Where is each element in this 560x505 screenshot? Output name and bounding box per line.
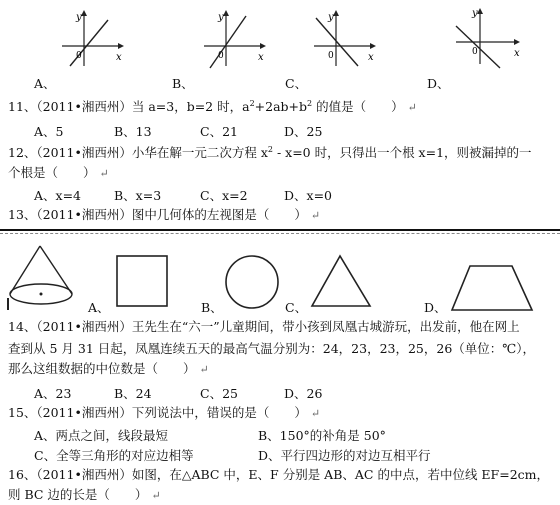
top-option-b: B、 [172,76,194,91]
graph-d-icon [450,6,530,70]
triangle-icon [310,254,374,310]
svg-text:0: 0 [472,47,478,57]
svg-text:x: x [116,52,122,63]
q11-option-b: B、13 [114,124,152,139]
q14-line1: 14、（2011•湘西州）王先生在“六一”儿童期间，带小孩到凤凰古城游玩，出发前，他在网上 [8,319,520,334]
q14-line3: 那么这组数据的中位数是（ ） ↵ [8,361,209,376]
q14-option-c: C、25 [200,386,238,401]
svg-text:x: x [368,52,374,63]
q12-option-d: D、x=0 [284,188,332,203]
q16-line1: 16、（2011•湘西州）如图，在△ABC 中，E、F 分别是 AB、AC 的中点，若中位线 EF=2cm， [8,467,550,482]
q15-option-a: A、两点之间，线段最短 [34,428,169,443]
q14-line2: 查到从 5 月 31 日起，凤凰连续五天的最高气温分别为：24，23，23，25，26（单位：℃）， [8,341,536,356]
q15-option-b: B、150°的补角是 50° [258,428,386,443]
q12-option-a: A、x=4 [34,188,82,203]
q11-option-d: D、25 [284,124,323,139]
q15-stem: 15、（2011•湘西州）下列说法中，错误的是（ ） ↵ [8,405,321,420]
q13-option-c: C、 [285,300,308,315]
q13-option-b: B、 [201,300,223,315]
svg-text:y: y [472,8,478,19]
svg-text:0: 0 [328,51,334,61]
q11-stem: 11、（2011•湘西州）当 a=3，b=2 时，$a^2+2ab+b^2$ 的值是（ ） ↵ [8,98,417,114]
svg-text:0: 0 [218,51,224,61]
svg-text:0: 0 [76,51,82,61]
q14-option-a: A、23 [34,386,72,401]
graph-a-icon [56,8,136,72]
top-option-a: A、 [34,76,56,91]
q12-stem-line1: 12、（2011•湘西州）小华在解一元二次方程 $x^2 - x=0$ 时，只得出一个根 x=1，则被漏掉的一 [8,144,532,160]
graph-b-icon [198,8,278,72]
section-divider [0,229,560,231]
svg-text:x: x [514,48,520,59]
q13-option-d: D、 [424,300,447,315]
q12-stem-line2: 个根是（ ） ↵ [8,165,109,180]
top-option-c: C、 [285,76,308,91]
q14-option-d: D、26 [284,386,323,401]
circle-icon [224,254,284,314]
cone-icon [4,244,80,314]
q13-option-a: A、 [88,300,110,315]
q11-option-a: A、5 [34,124,64,139]
q14-option-b: B、24 [114,386,152,401]
q13-stem: 13、（2011•湘西州）图中几何体的左视图是（ ） ↵ [8,207,321,222]
square-icon [115,254,171,310]
q16-line2: 则 BC 边的长是（ ） ↵ [8,487,161,502]
svg-text:y: y [76,12,82,23]
trapezoid-icon [450,264,538,314]
graph-c-icon [308,8,388,72]
svg-text:y: y [218,12,224,23]
q12-option-b: B、x=3 [114,188,162,203]
q15-option-d: D、平行四边形的对边互相平行 [258,448,431,463]
q12-option-c: C、x=2 [200,188,248,203]
q11-option-c: C、21 [200,124,238,139]
top-option-d: D、 [427,76,450,91]
section-divider-dashed [0,233,560,234]
svg-text:x: x [258,52,264,63]
svg-text:y: y [328,12,334,23]
q15-option-c: C、全等三角形的对应边相等 [34,448,194,463]
